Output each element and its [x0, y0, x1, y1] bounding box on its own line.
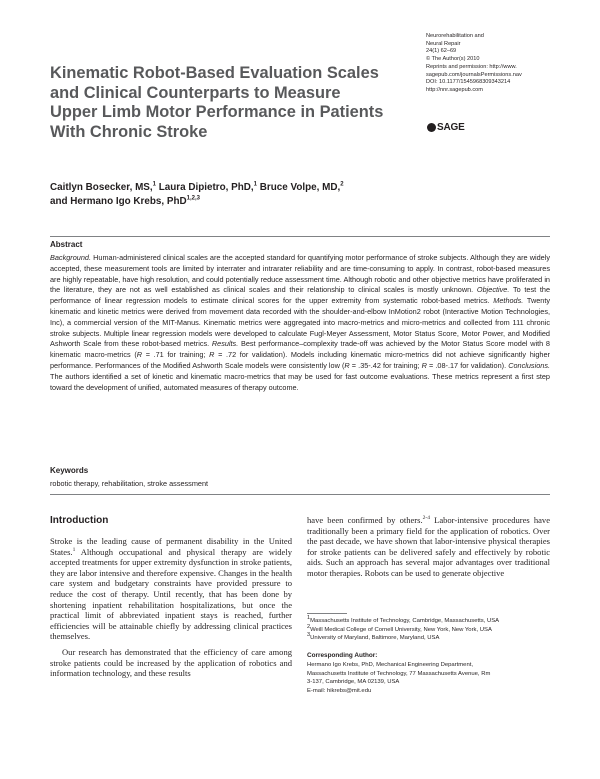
meta-line: 24(1) 62–69: [426, 48, 457, 55]
section-divider: [50, 236, 550, 237]
affiliation-mark: 1: [307, 615, 311, 622]
abstract-text: Human-administered clinical scales are the accepted standard for quantifying motor performance of stroke subjects. Although they are widely accepted, these measurement tools are limited by interrater and intrarater reliability and are time-consuming to apply. In contrast, robot-based measures are highly repeatable, have high resolution, and could potentially reduce assessment time. Although robotic and other objective metrics have proliferated in the literature, they are not as well established as clinical scales and their relationship to clinical scales is mostly unknown.: [50, 253, 550, 295]
introduction-heading: Introduction: [50, 515, 109, 526]
affiliation-mark: 2: [307, 623, 311, 630]
abstract-heading: Abstract: [50, 240, 83, 249]
corresponding-email: E-mail: hikrebs@mit.edu: [307, 687, 372, 694]
footnote-divider: [307, 613, 347, 614]
citation-mark: 2-4: [422, 515, 430, 522]
corresponding-line: Massachusetts Institute of Technology, 77 Massachusetts Avenue, Rm: [307, 670, 491, 677]
paragraph: [50, 536, 292, 642]
paragraph-text: have been confirmed by others.: [307, 515, 423, 525]
publisher-logo-text: SAGE: [437, 122, 465, 133]
meta-line: http://nnr.sagepub.com: [426, 86, 483, 93]
corresponding-author-details: [307, 661, 592, 695]
body-column-right: [307, 515, 550, 579]
abstract-text: To test the performance of linear regression models to estimate clinical scores for the upper extremity from systematic robot-based metrics.: [50, 285, 551, 306]
r-symbol: R: [136, 350, 143, 360]
author-affiliation-mark: 2: [340, 181, 344, 188]
affiliation-mark: 3: [307, 632, 311, 639]
abstract-body: [50, 253, 550, 393]
paragraph-text: Labor-intensive procedures have traditionally been a primary field for the application of robotics. Over the past decade, we have shown that labor-intensive physical therapies for stroke patients can be delivered safely and effectively by robotic aids. Such an approach has several major advantages over traditional motor therapies. Robots can be used to generate objective: [307, 515, 550, 578]
paragraph-text: Stroke is the leading cause of permanent disability in the United States.: [50, 536, 292, 557]
abstract-label-results: Results.: [211, 339, 239, 349]
affiliation-line: [307, 634, 597, 643]
abstract-text: Best performance–complexity trade-off was achieved by the Motor Status Score model with 8 kinematic macro-metrics (: [50, 339, 550, 360]
journal-metadata: [426, 33, 596, 95]
abstract-text: Twenty kinematic and kinetic metrics were derived from movement data recorded with the shoulder-and-elbow InMotion2 robot (Interactive Motion Technologies, Inc), a commercial version of the MIT-Manus. Kinematic metrics were aggregated into macro-metrics and micro-metrics and collected from 111 chronic stroke subjects. Multiple linear regression models were developed to calculate Fugl-Meyer Assessment, Motor Status Score, Motor Power, and Modified Ashworth Scale from these robot-based metrics.: [50, 296, 551, 349]
sage-logo-icon: [427, 123, 436, 132]
meta-line: sagepub.com/journalsPermissions.nav: [426, 71, 522, 78]
abstract-label-background: Background.: [50, 253, 91, 262]
author-name: Caitlyn Bosecker, MS,: [50, 182, 153, 193]
abstract-text: = .72 for validation). Models including kinematic micro-metrics did not achieve significantly higher performance. Performances of the Modified Ashworth Scale models were consistently low (: [50, 350, 550, 370]
affiliation-line: [307, 623, 597, 635]
abstract-label-conclusions: Conclusions.: [508, 360, 550, 370]
abstract-label-objective: Objective.: [476, 285, 510, 295]
author-affiliation-mark: 1,2,3: [186, 195, 200, 202]
affiliation-text: University of Maryland, Baltimore, Maryland, USA: [310, 635, 440, 641]
affiliation-text: Weill Medical College of Cornell University, New York, New York, USA: [310, 626, 492, 633]
citation-mark: 1: [72, 546, 76, 553]
abstract-label-methods: Methods.: [493, 296, 524, 306]
affiliation-text: Massachusetts Institute of Technology, Cambridge, Massachusetts, USA: [310, 618, 500, 624]
author-name: Laura Dipietro, PhD,: [155, 182, 254, 193]
section-divider: [50, 494, 550, 495]
body-column-left: [50, 536, 292, 679]
meta-line: Reprints and permission: http://www.: [426, 63, 517, 70]
article-title: Kinematic Robot-Based Evaluation Scales and Clinical Counterparts to Measure Upper Limb Motor Performance in Patients With Chronic Stroke: [50, 64, 384, 141]
meta-line: DOI: 10.1177/1545968309343214: [426, 79, 511, 86]
abstract-text: The authors identified a set of kinetic and kinematic macro-metrics that may be used for fast outcome evaluations. These metrics represent a first step toward the development of unified, automated measures of therapy outcome.: [50, 371, 550, 392]
paragraph: Our research has demonstrated that the efficiency of care among stroke patients could be increased by the application of robotics and information technology, and these results: [50, 646, 292, 679]
paragraph: [307, 515, 550, 579]
r-symbol: R: [344, 360, 350, 370]
author-name: and Hermano Igo Krebs, PhD: [50, 196, 187, 207]
abstract-text: = .08-.17 for validation).: [426, 360, 509, 370]
corresponding-author-heading: Corresponding Author:: [307, 652, 378, 659]
meta-line: Neurorehabilitation and: [426, 33, 484, 39]
corresponding-line: 3-137, Cambridge, MA 02139, USA: [307, 679, 400, 685]
keywords-text: robotic therapy, rehabilitation, stroke assessment: [50, 479, 209, 488]
meta-line: Neural Repair: [426, 40, 461, 47]
author-name: Bruce Volpe, MD,: [257, 182, 341, 193]
meta-line: © The Author(s) 2010: [426, 56, 480, 63]
r-symbol: R: [209, 350, 215, 360]
paragraph-text: Although occupational and physical therapy are widely accepted treatments for upper extremity dysfunction in stroke patients, they are labor intensive and therefore expensive. Changes in the health care system and budgetary constraints have provided pressure to reduce the cost of therapy. Until recently, that has been done by shortening inpatient rehabilitation hospitalizations, but once the practical limit of abbreviated inpatient stays is reached, further efficiencies will be attainable chiefly by addressing clinical practices themselves.: [50, 546, 292, 642]
keywords-heading: Keywords: [50, 466, 89, 475]
author-affiliation-mark: 1: [253, 181, 257, 188]
author-list: [50, 181, 410, 209]
r-symbol: R: [421, 360, 427, 370]
abstract-text: = .35-.42 for training;: [349, 360, 422, 370]
affiliations: [307, 617, 597, 643]
corresponding-line: Hermano Igo Krebs, PhD, Mechanical Engineering Department,: [307, 662, 474, 668]
publisher-logo: [427, 122, 465, 133]
affiliation-line: [307, 617, 597, 626]
author-affiliation-mark: 1: [152, 181, 156, 188]
abstract-text: = .71 for training;: [142, 350, 210, 360]
